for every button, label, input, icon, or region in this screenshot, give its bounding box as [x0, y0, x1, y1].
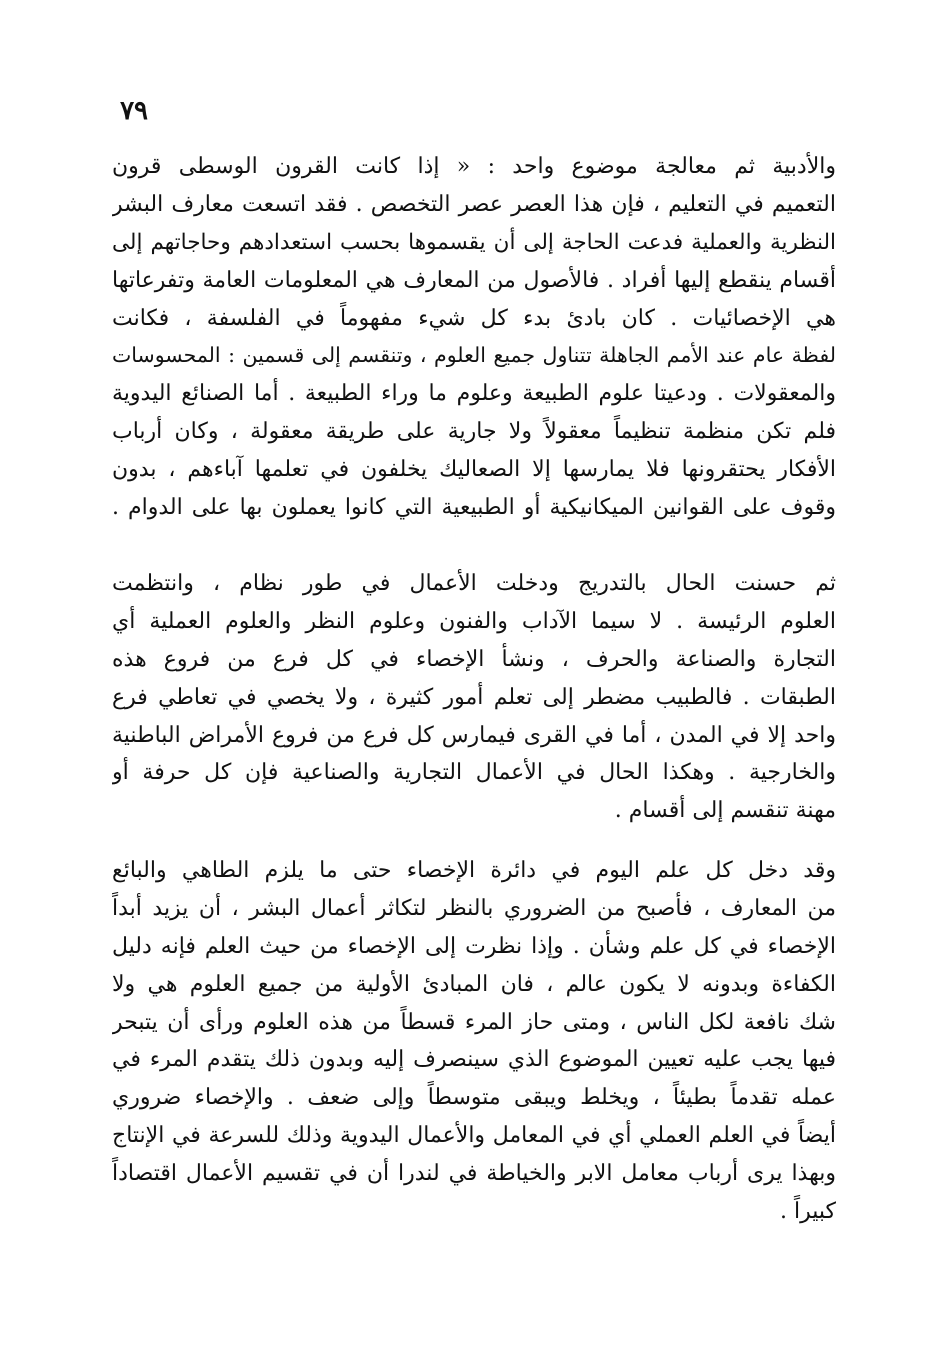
text-line: شك نافعة لكل الناس ، ومتى حاز المرء قسطاً من هذه العلوم ورأى أن يتبحر	[112, 1009, 836, 1035]
text-line: مهنة تنقسم إلى أقسام .	[614, 798, 836, 824]
text-line: وقد دخل كل علم اليوم في دائرة الإخصاء حتى ما يلزم الطاهي والبائع	[112, 858, 836, 883]
text-line: الكفاءة وبدونه لا يكون عالم ، فان المبادئ الأولية من جميع العلوم هي ولا	[112, 971, 836, 997]
page-number: ٧٩	[120, 96, 148, 126]
text-line: فيها يجب عليه تعيين الموضوع الذي سينصرف إليه وبدون ذلك يتقدم المرء في	[112, 1047, 836, 1073]
text-line: من المعارف ، فأصبح من الضروري بالنظر لتكاثر أعمال البشر ، أن يزيد أبداً	[112, 895, 836, 921]
text-line: وقوف على القوانين الميكانيكية أو الطبيعية التي كانوا يعملون بها على الدوام .	[112, 495, 836, 521]
paragraph-3	[112, 852, 836, 1231]
text-line: الأفكار يحتقرونها فلا يمارسها إلا الصعاليك يخلفون في تعلمها آباءهم ، بدون	[112, 457, 836, 483]
paragraph-1	[112, 148, 836, 527]
text-line: والمعقولات . ودعيتا علوم الطبيعة وعلوم ما وراء الطبيعة . أما الصنائع اليدوية	[112, 381, 836, 407]
text-line: كبيراً .	[780, 1199, 836, 1225]
text-line: فلم تكن منظمة تنظيماً معقولاً ولا جارية على طريقة معقولة ، وكان أرباب	[112, 419, 836, 445]
text-line: الطبقات . فالطبيب مضطر إلى تعلم أمور كثيرة ، ولا يخصي في تعاطي فرع	[112, 684, 836, 710]
text-line: والأدبية ثم معالجة موضوع واحد : « إذا كانت القرون الوسطى قرون	[112, 154, 836, 179]
text-line: الإخصاء في كل علم وشأن . وإذا نظرت إلى الإخصاء من حيث العلم فإنه دليل	[112, 933, 836, 959]
text-line: العلوم الرئيسة . لا سيما الآداب والفنون وعلوم النظر والعلوم العملية أي	[112, 608, 836, 634]
text-line: أيضاً في العلم العملي أي في المعامل والأعمال اليدوية وذلك للسرعة في الإنتاج	[112, 1123, 836, 1149]
paragraph-2	[112, 565, 836, 830]
text-line: هي الإخصائيات . كان بادئ بدء كل شيء مفهوماً في الفلسفة ، فكانت	[112, 305, 836, 331]
text-line: واحد إلا في المدن ، أما في القرى فيمارس كل فرع من فروع الأمراض الباطنية	[112, 722, 836, 748]
text-line: التجارة والصناعة والحرف ، ونشأ الإخصاء في كل فرع من فروع هذه	[112, 646, 836, 672]
text-line: والخارجية . وهكذا الحال في الأعمال التجارية والصناعية فإن كل حرفة أو	[112, 760, 836, 786]
text-line: التعميم في التعليم ، فإن هذا العصر عصر التخصص . فقد اتسعت معارف البشر	[112, 191, 836, 217]
text-line: وبهذا يرى أرباب معامل الابر والخياطة في لندرا أن في تقسيم الأعمال اقتصاداً	[112, 1161, 836, 1187]
text-line: ثم حسنت الحال بالتدريج ودخلت الأعمال في طور نظام ، وانتظمت	[112, 571, 836, 596]
text-line: النظرية والعملية فدعت الحاجة إلى أن يقسموها بحسب استعدادهم وحاجاتهم إلى	[112, 229, 836, 255]
text-line: أقسام ينقطع إليها أفراد . فالأصول من المعارف هي المعلومات العامة وتفرعاتها	[112, 267, 836, 293]
text-line: لفظة عام عند الأمم الجاهلة تتناول جميع العلوم ، وتنقسم إلى قسمين : المحسوسات	[112, 343, 836, 368]
text-line: عمله تقدماً بطيئاً ، ويخلط ويبقى متوسطاً وإلى ضعف . والإخصاء ضروري	[112, 1085, 836, 1111]
